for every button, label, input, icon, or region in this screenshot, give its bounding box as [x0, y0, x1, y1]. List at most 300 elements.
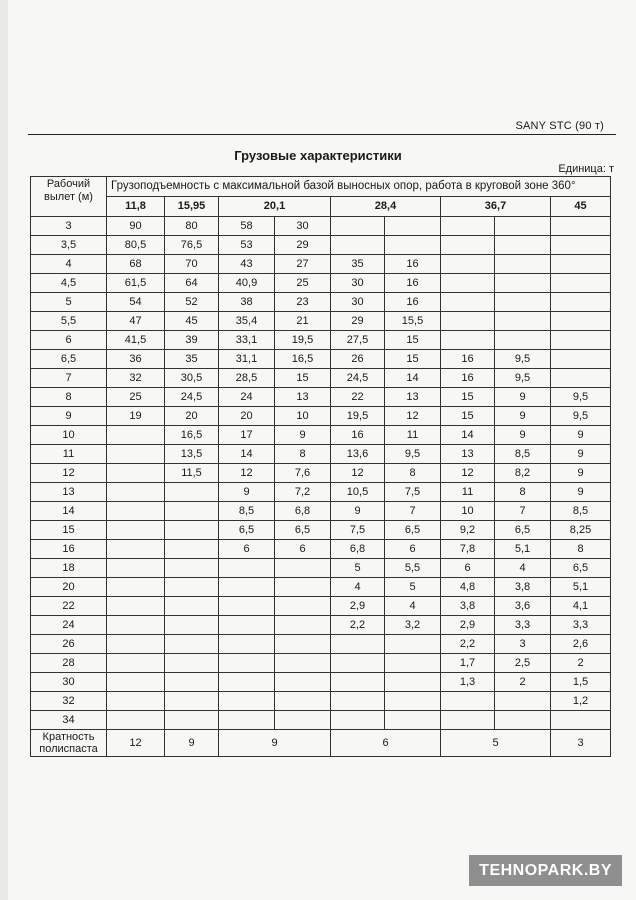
capacity-cell [551, 331, 611, 350]
table-row [31, 692, 611, 711]
capacity-cell: 11,5 [165, 464, 219, 483]
capacity-cell: 7,5 [385, 483, 441, 502]
capacity-cell [275, 597, 331, 616]
capacity-cell: 15,5 [385, 312, 441, 331]
boom-length-header: 11,8 [107, 197, 165, 217]
capacity-cell: 2 [551, 654, 611, 673]
capacity-cell: 14 [385, 369, 441, 388]
capacity-cell [331, 635, 385, 654]
capacity-cell: 3,8 [495, 578, 551, 597]
capacity-cell: 13 [275, 388, 331, 407]
capacity-cell: 24,5 [331, 369, 385, 388]
capacity-cell: 7,6 [275, 464, 331, 483]
capacity-cell [441, 217, 495, 236]
capacity-cell: 6,5 [275, 521, 331, 540]
capacity-cell [385, 692, 441, 711]
capacity-header: Грузоподъемность с максимальной базой выносных опор, работа в круговой зоне 360° [107, 177, 611, 197]
boom-length-header: 20,1 [219, 197, 331, 217]
capacity-cell: 3,3 [551, 616, 611, 635]
capacity-cell [441, 711, 495, 730]
capacity-cell [275, 578, 331, 597]
capacity-cell: 6 [275, 540, 331, 559]
capacity-cell [107, 483, 165, 502]
table-row [31, 616, 611, 635]
capacity-cell [219, 711, 275, 730]
capacity-cell: 5,1 [551, 578, 611, 597]
capacity-cell [165, 635, 219, 654]
capacity-cell: 7,2 [275, 483, 331, 502]
capacity-cell: 7,5 [331, 521, 385, 540]
capacity-cell: 8,5 [551, 502, 611, 521]
capacity-cell [107, 654, 165, 673]
capacity-cell: 1,7 [441, 654, 495, 673]
capacity-cell [165, 692, 219, 711]
capacity-cell: 22 [331, 388, 385, 407]
capacity-cell: 9 [495, 388, 551, 407]
capacity-cell: 11 [385, 426, 441, 445]
capacity-cell: 12 [441, 464, 495, 483]
capacity-cell [551, 293, 611, 312]
capacity-cell: 12 [331, 464, 385, 483]
capacity-cell: 10,5 [331, 483, 385, 502]
capacity-cell [551, 255, 611, 274]
capacity-cell [219, 616, 275, 635]
capacity-cell: 14 [441, 426, 495, 445]
capacity-cell: 9 [219, 483, 275, 502]
capacity-cell: 9 [331, 502, 385, 521]
capacity-cell: 6 [385, 540, 441, 559]
capacity-cell: 30,5 [165, 369, 219, 388]
capacity-cell: 8,2 [495, 464, 551, 483]
capacity-cell: 47 [107, 312, 165, 331]
capacity-cell: 33,1 [219, 331, 275, 350]
capacity-cell [441, 331, 495, 350]
table-row [31, 293, 611, 312]
capacity-cell: 15 [441, 388, 495, 407]
capacity-cell [219, 597, 275, 616]
capacity-cell: 12 [219, 464, 275, 483]
capacity-cell [107, 426, 165, 445]
capacity-cell: 16 [385, 293, 441, 312]
capacity-cell [165, 521, 219, 540]
capacity-cell: 8,5 [495, 445, 551, 464]
table-row [31, 502, 611, 521]
capacity-cell: 64 [165, 274, 219, 293]
radius-cell: 30 [31, 673, 107, 692]
capacity-cell: 35 [331, 255, 385, 274]
capacity-cell: 21 [275, 312, 331, 331]
capacity-cell: 43 [219, 255, 275, 274]
capacity-cell: 2,2 [441, 635, 495, 654]
capacity-cell [165, 616, 219, 635]
capacity-cell [107, 616, 165, 635]
table-row [31, 312, 611, 331]
capacity-cell: 5 [331, 559, 385, 578]
capacity-cell: 3,8 [441, 597, 495, 616]
capacity-cell: 20 [165, 407, 219, 426]
reeving-value: 6 [331, 730, 441, 757]
capacity-cell: 12 [385, 407, 441, 426]
capacity-cell: 58 [219, 217, 275, 236]
radius-cell: 24 [31, 616, 107, 635]
capacity-cell: 6,5 [385, 521, 441, 540]
capacity-cell: 9 [495, 426, 551, 445]
capacity-cell [495, 692, 551, 711]
reeving-value: 9 [219, 730, 331, 757]
capacity-cell: 3,3 [495, 616, 551, 635]
capacity-cell [385, 654, 441, 673]
capacity-cell: 10 [275, 407, 331, 426]
capacity-cell: 19,5 [275, 331, 331, 350]
capacity-cell: 16 [441, 369, 495, 388]
radius-cell: 20 [31, 578, 107, 597]
table-row [31, 426, 611, 445]
capacity-cell: 2,5 [495, 654, 551, 673]
capacity-cell: 9 [495, 407, 551, 426]
document-title: Грузовые характеристики [234, 148, 402, 163]
radius-cell: 12 [31, 464, 107, 483]
radius-cell: 26 [31, 635, 107, 654]
table-row [31, 673, 611, 692]
capacity-cell: 28,5 [219, 369, 275, 388]
capacity-cell [331, 711, 385, 730]
capacity-cell [107, 597, 165, 616]
capacity-cell: 1,3 [441, 673, 495, 692]
capacity-cell [107, 635, 165, 654]
reeving-value: 3 [551, 730, 611, 757]
capacity-cell: 15 [385, 350, 441, 369]
capacity-cell [219, 578, 275, 597]
capacity-cell: 9,5 [551, 407, 611, 426]
capacity-cell: 9 [551, 426, 611, 445]
capacity-cell [165, 540, 219, 559]
table-row [31, 274, 611, 293]
capacity-cell: 16 [331, 426, 385, 445]
capacity-cell: 7,8 [441, 540, 495, 559]
table-row [31, 540, 611, 559]
radius-cell: 28 [31, 654, 107, 673]
capacity-cell: 25 [107, 388, 165, 407]
capacity-cell: 4 [385, 597, 441, 616]
capacity-cell [495, 711, 551, 730]
crane-model: SANY STC (90 т) [515, 120, 604, 132]
capacity-cell: 39 [165, 331, 219, 350]
capacity-cell: 53 [219, 236, 275, 255]
capacity-cell [275, 635, 331, 654]
capacity-cell [219, 635, 275, 654]
reeving-row [31, 730, 611, 757]
boom-length-header: 15,95 [165, 197, 219, 217]
capacity-cell: 7 [385, 502, 441, 521]
capacity-cell [441, 692, 495, 711]
capacity-cell [331, 217, 385, 236]
radius-cell: 11 [31, 445, 107, 464]
capacity-cell: 38 [219, 293, 275, 312]
capacity-cell [165, 673, 219, 692]
capacity-cell: 10 [441, 502, 495, 521]
table-row [31, 464, 611, 483]
radius-cell: 34 [31, 711, 107, 730]
capacity-cell: 54 [107, 293, 165, 312]
capacity-cell: 14 [219, 445, 275, 464]
capacity-cell [275, 559, 331, 578]
table-row [31, 445, 611, 464]
watermark-logo: TEHNOPARK.BY [469, 855, 622, 886]
radius-cell: 8 [31, 388, 107, 407]
capacity-cell: 6,5 [219, 521, 275, 540]
capacity-cell: 9 [551, 483, 611, 502]
capacity-cell: 61,5 [107, 274, 165, 293]
table-row [31, 331, 611, 350]
radius-cell: 32 [31, 692, 107, 711]
capacity-cell [165, 483, 219, 502]
capacity-cell: 30 [331, 293, 385, 312]
radius-cell: 18 [31, 559, 107, 578]
header-rule [28, 134, 616, 135]
capacity-cell [385, 236, 441, 255]
capacity-cell [275, 673, 331, 692]
capacity-cell [219, 654, 275, 673]
radius-header: Рабочий вылет (м) [31, 177, 107, 217]
radius-cell: 9 [31, 407, 107, 426]
capacity-cell: 29 [331, 312, 385, 331]
radius-cell: 6,5 [31, 350, 107, 369]
capacity-cell [107, 673, 165, 692]
capacity-cell: 8 [385, 464, 441, 483]
capacity-cell [441, 312, 495, 331]
capacity-cell: 9 [551, 445, 611, 464]
capacity-cell [275, 711, 331, 730]
radius-cell: 3,5 [31, 236, 107, 255]
capacity-cell: 3 [495, 635, 551, 654]
capacity-cell: 19 [107, 407, 165, 426]
reeving-value: 5 [441, 730, 551, 757]
capacity-cell: 30 [331, 274, 385, 293]
radius-cell: 7 [31, 369, 107, 388]
capacity-cell: 4 [331, 578, 385, 597]
capacity-cell: 16 [441, 350, 495, 369]
capacity-cell [165, 578, 219, 597]
capacity-cell [441, 236, 495, 255]
table-row [31, 369, 611, 388]
capacity-cell: 2,2 [331, 616, 385, 635]
radius-cell: 3 [31, 217, 107, 236]
capacity-cell: 9,2 [441, 521, 495, 540]
capacity-cell [551, 274, 611, 293]
reeving-label: Кратность полиспаста [31, 730, 107, 757]
capacity-cell [495, 217, 551, 236]
capacity-cell: 4,1 [551, 597, 611, 616]
table-row [31, 711, 611, 730]
capacity-cell: 17 [219, 426, 275, 445]
capacity-cell [165, 559, 219, 578]
table-row [31, 483, 611, 502]
capacity-cell: 16,5 [275, 350, 331, 369]
capacity-cell: 68 [107, 255, 165, 274]
capacity-cell: 27 [275, 255, 331, 274]
capacity-cell: 8,25 [551, 521, 611, 540]
capacity-cell: 2,6 [551, 635, 611, 654]
capacity-cell: 6,5 [551, 559, 611, 578]
capacity-cell [551, 369, 611, 388]
boom-length-header: 45 [551, 197, 611, 217]
capacity-cell: 3,2 [385, 616, 441, 635]
capacity-cell: 36 [107, 350, 165, 369]
capacity-cell [495, 293, 551, 312]
capacity-cell: 13,6 [331, 445, 385, 464]
capacity-cell: 80,5 [107, 236, 165, 255]
capacity-cell: 80 [165, 217, 219, 236]
capacity-cell [331, 673, 385, 692]
capacity-cell [441, 274, 495, 293]
radius-cell: 6 [31, 331, 107, 350]
capacity-cell: 5 [385, 578, 441, 597]
capacity-cell [219, 559, 275, 578]
capacity-cell [165, 654, 219, 673]
capacity-cell: 6,8 [275, 502, 331, 521]
capacity-cell: 19,5 [331, 407, 385, 426]
table-row [31, 350, 611, 369]
capacity-cell [275, 616, 331, 635]
capacity-cell: 2 [495, 673, 551, 692]
capacity-cell [165, 597, 219, 616]
capacity-cell [219, 692, 275, 711]
capacity-cell: 15 [275, 369, 331, 388]
capacity-cell: 20 [219, 407, 275, 426]
radius-cell: 16 [31, 540, 107, 559]
page-edge [0, 0, 8, 900]
capacity-cell: 16,5 [165, 426, 219, 445]
radius-cell: 13 [31, 483, 107, 502]
capacity-cell: 6,5 [495, 521, 551, 540]
capacity-cell: 9 [275, 426, 331, 445]
radius-cell: 15 [31, 521, 107, 540]
capacity-cell [495, 236, 551, 255]
capacity-cell: 24 [219, 388, 275, 407]
capacity-cell [385, 217, 441, 236]
capacity-cell: 76,5 [165, 236, 219, 255]
capacity-cell: 41,5 [107, 331, 165, 350]
capacity-cell: 8 [275, 445, 331, 464]
capacity-cell [107, 521, 165, 540]
capacity-cell: 9 [551, 464, 611, 483]
table-row [31, 635, 611, 654]
capacity-cell: 9,5 [385, 445, 441, 464]
unit-label: Единица: т [558, 163, 614, 175]
capacity-cell [107, 711, 165, 730]
capacity-cell [331, 654, 385, 673]
capacity-cell: 6 [219, 540, 275, 559]
capacity-cell: 1,2 [551, 692, 611, 711]
capacity-cell: 70 [165, 255, 219, 274]
radius-cell: 14 [31, 502, 107, 521]
capacity-cell: 90 [107, 217, 165, 236]
capacity-cell [331, 236, 385, 255]
table-row [31, 521, 611, 540]
capacity-cell [495, 312, 551, 331]
capacity-cell: 30 [275, 217, 331, 236]
capacity-cell [551, 217, 611, 236]
capacity-cell [275, 692, 331, 711]
table-row [31, 578, 611, 597]
capacity-cell: 7 [495, 502, 551, 521]
table-row [31, 407, 611, 426]
table-row [31, 236, 611, 255]
radius-cell: 4,5 [31, 274, 107, 293]
capacity-cell [551, 236, 611, 255]
capacity-cell: 29 [275, 236, 331, 255]
capacity-cell [275, 654, 331, 673]
capacity-cell [551, 711, 611, 730]
capacity-cell: 26 [331, 350, 385, 369]
capacity-cell [441, 293, 495, 312]
capacity-cell: 9,5 [551, 388, 611, 407]
capacity-cell: 5,5 [385, 559, 441, 578]
capacity-cell: 8 [495, 483, 551, 502]
capacity-cell: 35 [165, 350, 219, 369]
capacity-cell [495, 331, 551, 350]
capacity-cell: 16 [385, 255, 441, 274]
capacity-cell: 27,5 [331, 331, 385, 350]
capacity-cell [495, 255, 551, 274]
boom-length-header: 36,7 [441, 197, 551, 217]
capacity-cell [385, 711, 441, 730]
capacity-cell [385, 673, 441, 692]
capacity-cell: 8,5 [219, 502, 275, 521]
capacity-cell: 6,8 [331, 540, 385, 559]
radius-cell: 10 [31, 426, 107, 445]
table-row [31, 388, 611, 407]
table-row [31, 255, 611, 274]
capacity-cell: 4 [495, 559, 551, 578]
capacity-cell [551, 350, 611, 369]
table-row [31, 217, 611, 236]
reeving-value: 9 [165, 730, 219, 757]
capacity-cell [441, 255, 495, 274]
capacity-cell: 4,8 [441, 578, 495, 597]
capacity-cell: 15 [441, 407, 495, 426]
capacity-cell: 5,1 [495, 540, 551, 559]
capacity-cell: 9,5 [495, 350, 551, 369]
table-row [31, 654, 611, 673]
capacity-cell [107, 445, 165, 464]
capacity-cell: 9,5 [495, 369, 551, 388]
capacity-cell: 13 [385, 388, 441, 407]
capacity-cell: 24,5 [165, 388, 219, 407]
capacity-cell [219, 673, 275, 692]
capacity-cell: 13,5 [165, 445, 219, 464]
capacity-cell [165, 502, 219, 521]
capacity-cell: 23 [275, 293, 331, 312]
capacity-cell [331, 692, 385, 711]
capacity-cell: 8 [551, 540, 611, 559]
capacity-cell: 25 [275, 274, 331, 293]
capacity-cell: 15 [385, 331, 441, 350]
capacity-cell [495, 274, 551, 293]
capacity-cell: 35,4 [219, 312, 275, 331]
capacity-cell: 2,9 [331, 597, 385, 616]
capacity-cell: 11 [441, 483, 495, 502]
capacity-cell [385, 635, 441, 654]
table-row [31, 597, 611, 616]
capacity-cell: 45 [165, 312, 219, 331]
capacity-cell [165, 711, 219, 730]
capacity-cell [107, 502, 165, 521]
capacity-cell: 40,9 [219, 274, 275, 293]
capacity-cell: 31,1 [219, 350, 275, 369]
capacity-cell [107, 692, 165, 711]
capacity-cell [107, 578, 165, 597]
